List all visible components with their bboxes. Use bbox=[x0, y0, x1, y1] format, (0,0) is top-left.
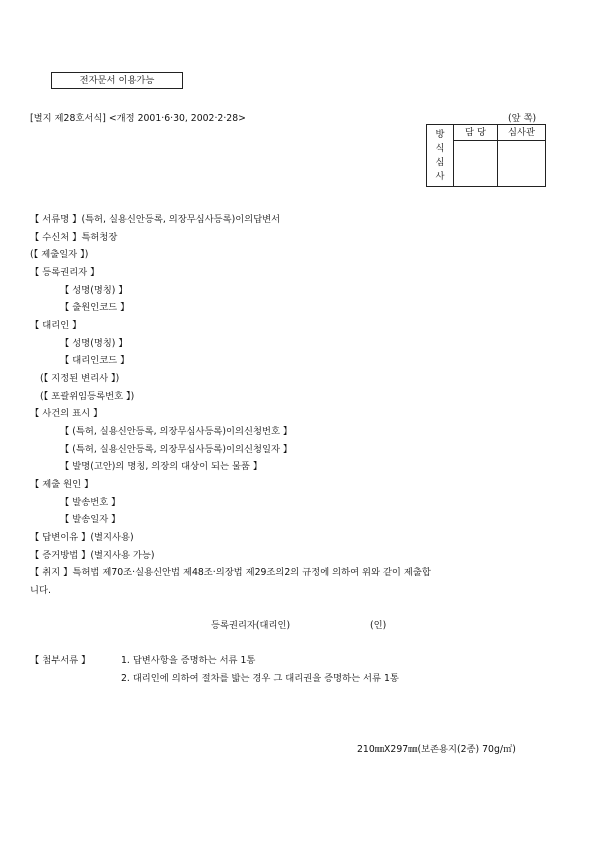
approval-char-1: 방 bbox=[435, 128, 445, 140]
field-designated-attorney: (【 지정된 변리사 】) bbox=[40, 373, 120, 384]
attachments-label: 【 첨부서류 】 bbox=[30, 655, 91, 666]
field-agent-code: 【 대리인코드 】 bbox=[60, 355, 130, 366]
field-applicant-code: 【 출원인코드 】 bbox=[60, 302, 130, 313]
field-agent: 【 대리인 】 bbox=[30, 320, 82, 331]
field-dispatch-date: 【 발송일자 】 bbox=[60, 514, 121, 525]
approval-col-examiner: 심사관 bbox=[498, 125, 546, 141]
attachment-item-1: 1. 답변사항을 증명하는 서류 1통 bbox=[121, 655, 256, 666]
approval-method-label bbox=[427, 125, 454, 187]
field-submit-date: (【 제출일자 】) bbox=[30, 249, 89, 260]
field-rights-holder-name: 【 성명(명칭) 】 bbox=[60, 285, 128, 296]
field-recipient: 【 수신처 】특허청장 bbox=[30, 232, 118, 243]
page-side-label: (앞 쪽) bbox=[508, 113, 537, 124]
approval-col-staff: 담 당 bbox=[454, 125, 498, 141]
field-agent-name: 【 성명(명칭) 】 bbox=[60, 338, 128, 349]
field-purpose-line-1: 【 취지 】특허법 제70조·실용신안법 제48조·의장법 제29조의2의 규정에 의하여 위와 같이 제출합 bbox=[30, 567, 431, 578]
field-purpose-line-2: 니다. bbox=[30, 585, 51, 596]
field-evidence: 【 증거방법 】(별지사용 가능) bbox=[30, 550, 155, 561]
approval-staff-cell[interactable] bbox=[454, 141, 498, 187]
form-reference: [별지 제28호서식] <개정 2001·6·30, 2002·2·28> bbox=[30, 113, 246, 124]
attachment-item-2: 2. 대리인에 의하여 절차를 밟는 경우 그 대리권을 증명하는 서류 1통 bbox=[121, 673, 399, 684]
field-dispatch-number: 【 발송번호 】 bbox=[60, 497, 121, 508]
approval-char-2: 식 bbox=[435, 142, 445, 154]
field-rights-holder: 【 등록권리자 】 bbox=[30, 267, 100, 278]
field-opposition-date: 【 (특허, 실용신안등록, 의장무심사등록)이의신청일자 】 bbox=[60, 444, 293, 455]
seal-mark: (인) bbox=[370, 620, 387, 631]
field-case-display: 【 사건의 표시 】 bbox=[30, 408, 103, 419]
field-document-name: 【 서류명 】(특허, 실용신안등록, 의장무심사등록)이의답변서 bbox=[30, 214, 281, 225]
field-invention-title: 【 발명(고안)의 명칭, 의장의 대상이 되는 물품 】 bbox=[60, 461, 263, 472]
approval-char-3: 심 bbox=[435, 156, 445, 168]
field-submit-cause: 【 제출 원인 】 bbox=[30, 479, 94, 490]
approval-examiner-cell[interactable] bbox=[498, 141, 546, 187]
signature-label: 등록권리자(대리인) bbox=[211, 620, 291, 631]
approval-char-4: 사 bbox=[435, 170, 445, 182]
electronic-document-stamp: 전자문서 이용가능 bbox=[51, 72, 183, 89]
field-answer-reason: 【 답변이유 】(별지사용) bbox=[30, 532, 134, 543]
paper-specification: 210㎜X297㎜(보존용지(2종) 70g/㎡) bbox=[357, 744, 516, 755]
approval-box bbox=[426, 124, 546, 187]
field-general-power-number: (【 포괄위임등록번호 】) bbox=[40, 391, 135, 402]
field-opposition-number: 【 (특허, 실용신안등록, 의장무심사등록)이의신청번호 】 bbox=[60, 426, 293, 437]
